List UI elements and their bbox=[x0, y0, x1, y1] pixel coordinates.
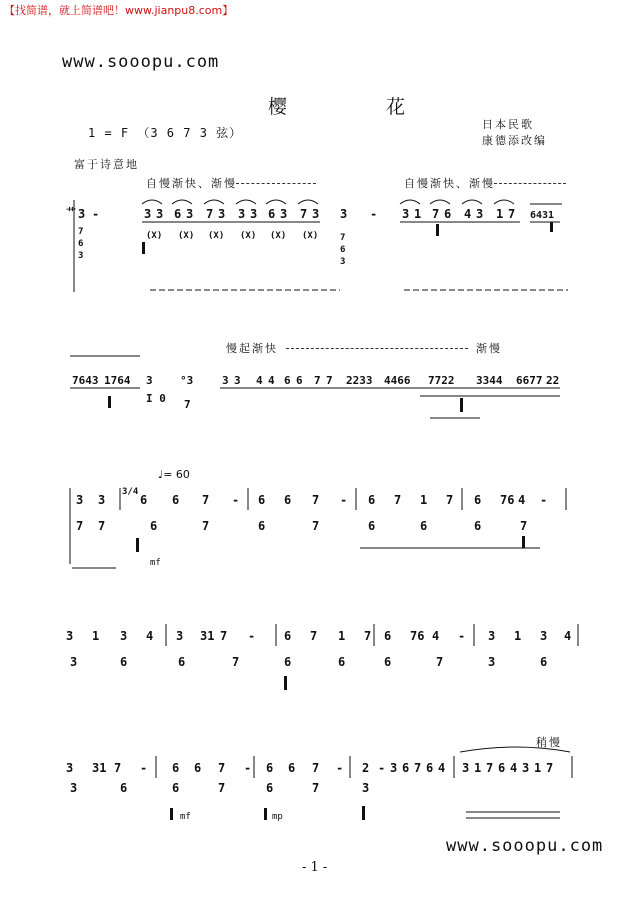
svg-text:6: 6 bbox=[172, 781, 180, 795]
svg-text:6431: 6431 bbox=[530, 210, 555, 221]
svg-text:I 0: I 0 bbox=[146, 392, 166, 405]
svg-text:3: 3 bbox=[462, 761, 470, 775]
svg-text:6: 6 bbox=[150, 519, 158, 533]
svg-text:6: 6 bbox=[266, 781, 274, 795]
svg-text:6: 6 bbox=[194, 761, 202, 775]
svg-text:6: 6 bbox=[474, 519, 482, 533]
svg-text:7643: 7643 bbox=[72, 374, 99, 387]
svg-text:3: 3 bbox=[488, 629, 496, 643]
svg-text:7: 7 bbox=[206, 207, 214, 221]
svg-text:7: 7 bbox=[508, 207, 516, 221]
svg-text:7: 7 bbox=[76, 519, 84, 533]
svg-text:6: 6 bbox=[258, 493, 266, 507]
song-origin: 日本民歌 bbox=[482, 118, 534, 131]
svg-text:(X): (X) bbox=[270, 231, 287, 241]
svg-text:6: 6 bbox=[284, 493, 292, 507]
svg-text:7: 7 bbox=[114, 761, 122, 775]
svg-text:6: 6 bbox=[474, 493, 482, 507]
svg-text:3: 3 bbox=[66, 761, 74, 775]
svg-text:3: 3 bbox=[488, 655, 496, 669]
svg-text:3344: 3344 bbox=[476, 374, 503, 387]
key-signature: 1 = F （3 6 7 3 弦） bbox=[88, 126, 243, 140]
svg-text:-: - bbox=[92, 207, 100, 221]
svg-text:3: 3 bbox=[76, 493, 84, 507]
svg-text:3: 3 bbox=[476, 207, 484, 221]
svg-text:-: - bbox=[370, 207, 378, 221]
svg-text:3: 3 bbox=[390, 761, 398, 775]
svg-text:3: 3 bbox=[78, 251, 84, 261]
page-number: - 1 - bbox=[302, 860, 328, 875]
svg-text:艹: 艹 bbox=[66, 208, 76, 219]
svg-text:2: 2 bbox=[362, 761, 370, 775]
expression-opening: 富于诗意地 bbox=[74, 158, 139, 171]
svg-text:3: 3 bbox=[156, 207, 164, 221]
svg-text:-: - bbox=[458, 629, 466, 643]
svg-text:7: 7 bbox=[414, 761, 422, 775]
svg-text:31: 31 bbox=[200, 629, 215, 643]
score-line-1 bbox=[66, 200, 568, 292]
svg-text:7: 7 bbox=[218, 761, 226, 775]
score-line-5 bbox=[66, 747, 572, 820]
svg-text:3: 3 bbox=[146, 374, 153, 387]
svg-text:6: 6 bbox=[120, 781, 128, 795]
svg-text:7: 7 bbox=[218, 781, 226, 795]
svg-text:6: 6 bbox=[266, 761, 274, 775]
svg-text:-: - bbox=[340, 493, 348, 507]
svg-text:3: 3 bbox=[340, 257, 346, 267]
expression-line1-a: 自慢渐快、渐慢 bbox=[146, 177, 237, 190]
svg-text:7: 7 bbox=[202, 519, 210, 533]
svg-text:6: 6 bbox=[368, 519, 376, 533]
svg-text:(X): (X) bbox=[178, 231, 195, 241]
svg-text:6: 6 bbox=[174, 207, 182, 221]
svg-text:3: 3 bbox=[98, 493, 106, 507]
svg-text:-: - bbox=[336, 761, 344, 775]
svg-text:3: 3 bbox=[234, 374, 241, 387]
tempo-marking: ♩= 60 bbox=[158, 468, 190, 481]
svg-text:3: 3 bbox=[66, 629, 74, 643]
svg-text:4: 4 bbox=[146, 629, 154, 643]
svg-text:4: 4 bbox=[518, 493, 526, 507]
svg-text:3/4: 3/4 bbox=[122, 487, 139, 497]
svg-text:3: 3 bbox=[222, 374, 229, 387]
svg-text:3: 3 bbox=[70, 781, 78, 795]
svg-text:6: 6 bbox=[426, 761, 434, 775]
svg-text:6: 6 bbox=[540, 655, 548, 669]
svg-text:6: 6 bbox=[384, 655, 392, 669]
svg-text:4: 4 bbox=[268, 374, 275, 387]
site-watermark-bottom: www.sooopu.com bbox=[446, 836, 604, 856]
svg-text:1: 1 bbox=[338, 629, 346, 643]
svg-text:6: 6 bbox=[368, 493, 376, 507]
svg-text:1: 1 bbox=[534, 761, 542, 775]
svg-text:(X): (X) bbox=[240, 231, 257, 241]
svg-text:6: 6 bbox=[120, 655, 128, 669]
svg-text:1: 1 bbox=[92, 629, 100, 643]
svg-text:3: 3 bbox=[78, 207, 86, 221]
expression-line2-b: 渐慢 bbox=[476, 342, 502, 355]
score-line-2 bbox=[70, 356, 560, 418]
svg-text:3: 3 bbox=[402, 207, 410, 221]
svg-text:4: 4 bbox=[256, 374, 263, 387]
svg-text:3: 3 bbox=[250, 207, 258, 221]
svg-text:7: 7 bbox=[312, 519, 320, 533]
svg-text:6: 6 bbox=[172, 493, 180, 507]
svg-text:7: 7 bbox=[98, 519, 106, 533]
svg-text:7: 7 bbox=[326, 374, 333, 387]
svg-text:3: 3 bbox=[280, 207, 288, 221]
svg-text:6677: 6677 bbox=[516, 374, 543, 387]
svg-text:4: 4 bbox=[564, 629, 572, 643]
svg-text:7: 7 bbox=[232, 655, 240, 669]
svg-text:7: 7 bbox=[184, 398, 191, 411]
dynamic-mf-2: mf bbox=[180, 812, 191, 822]
expression-line1-b: 自慢渐快、渐慢 bbox=[404, 177, 495, 190]
song-arranger: 康德添改编 bbox=[482, 134, 547, 147]
svg-text:7: 7 bbox=[202, 493, 210, 507]
svg-text:7: 7 bbox=[220, 629, 228, 643]
svg-text:6: 6 bbox=[498, 761, 506, 775]
svg-text:3: 3 bbox=[144, 207, 152, 221]
svg-text:3: 3 bbox=[238, 207, 246, 221]
svg-text:4: 4 bbox=[510, 761, 518, 775]
svg-text:7: 7 bbox=[312, 781, 320, 795]
svg-text:6: 6 bbox=[384, 629, 392, 643]
svg-text:6: 6 bbox=[172, 761, 180, 775]
dynamic-mf-1: mf bbox=[150, 558, 161, 568]
svg-text:-: - bbox=[140, 761, 148, 775]
svg-text:3: 3 bbox=[340, 207, 348, 221]
svg-text:1: 1 bbox=[514, 629, 522, 643]
svg-text:4466: 4466 bbox=[384, 374, 411, 387]
svg-text:3: 3 bbox=[312, 207, 320, 221]
svg-text:6: 6 bbox=[284, 629, 292, 643]
svg-text:6: 6 bbox=[178, 655, 186, 669]
svg-text:(X): (X) bbox=[146, 231, 163, 241]
svg-text:3: 3 bbox=[540, 629, 548, 643]
svg-text:3: 3 bbox=[70, 655, 78, 669]
svg-text:7: 7 bbox=[446, 493, 454, 507]
svg-text:(X): (X) bbox=[208, 231, 225, 241]
score-line-3 bbox=[70, 487, 566, 568]
svg-text:7: 7 bbox=[394, 493, 402, 507]
svg-text:7722: 7722 bbox=[428, 374, 455, 387]
svg-text:7: 7 bbox=[78, 227, 84, 237]
svg-text:1: 1 bbox=[414, 207, 422, 221]
svg-text:4: 4 bbox=[464, 207, 472, 221]
score-line-4 bbox=[66, 624, 578, 690]
svg-text:7: 7 bbox=[300, 207, 308, 221]
svg-text:1: 1 bbox=[420, 493, 428, 507]
svg-text:-: - bbox=[244, 761, 252, 775]
expression-line5: 稍慢 bbox=[536, 736, 562, 749]
svg-text:6: 6 bbox=[284, 655, 292, 669]
svg-text:4: 4 bbox=[438, 761, 446, 775]
svg-text:7: 7 bbox=[314, 374, 321, 387]
svg-text:7: 7 bbox=[436, 655, 444, 669]
svg-text:-: - bbox=[248, 629, 256, 643]
svg-text:7: 7 bbox=[312, 493, 320, 507]
svg-text:4: 4 bbox=[432, 629, 440, 643]
svg-text:3: 3 bbox=[362, 781, 370, 795]
svg-text:3: 3 bbox=[522, 761, 530, 775]
svg-text:6: 6 bbox=[140, 493, 148, 507]
svg-text:°3: °3 bbox=[180, 374, 194, 387]
site-watermark-top: www.sooopu.com bbox=[62, 52, 220, 72]
svg-text:6: 6 bbox=[78, 239, 84, 249]
svg-text:(X): (X) bbox=[302, 231, 319, 241]
svg-text:31: 31 bbox=[92, 761, 107, 775]
svg-text:6: 6 bbox=[338, 655, 346, 669]
svg-text:7: 7 bbox=[340, 233, 346, 243]
svg-text:1: 1 bbox=[474, 761, 482, 775]
svg-text:2233: 2233 bbox=[346, 374, 373, 387]
dynamic-mp: mp bbox=[272, 812, 283, 822]
svg-text:76: 76 bbox=[500, 493, 515, 507]
svg-text:1: 1 bbox=[496, 207, 504, 221]
svg-text:7: 7 bbox=[486, 761, 494, 775]
svg-text:3: 3 bbox=[186, 207, 194, 221]
site-banner: 【找简谱，就上简谱吧！www.jianpu8.com】 bbox=[4, 4, 234, 17]
svg-text:6: 6 bbox=[340, 245, 346, 255]
svg-text:6: 6 bbox=[444, 207, 452, 221]
svg-text:7: 7 bbox=[520, 519, 528, 533]
svg-text:7: 7 bbox=[364, 629, 372, 643]
svg-text:-: - bbox=[540, 493, 548, 507]
svg-text:6: 6 bbox=[258, 519, 266, 533]
svg-text:3: 3 bbox=[120, 629, 128, 643]
song-title: 樱 花 bbox=[268, 96, 446, 118]
svg-text:-: - bbox=[378, 761, 386, 775]
svg-text:7: 7 bbox=[312, 761, 320, 775]
svg-text:7: 7 bbox=[432, 207, 440, 221]
expression-line2-a: 慢起渐快 bbox=[226, 342, 278, 355]
svg-text:6: 6 bbox=[296, 374, 303, 387]
svg-text:1764: 1764 bbox=[104, 374, 131, 387]
svg-text:6: 6 bbox=[288, 761, 296, 775]
svg-text:3: 3 bbox=[176, 629, 184, 643]
svg-text:22: 22 bbox=[546, 374, 560, 387]
svg-text:-: - bbox=[232, 493, 240, 507]
svg-text:3: 3 bbox=[218, 207, 226, 221]
svg-text:76: 76 bbox=[410, 629, 425, 643]
svg-text:6: 6 bbox=[402, 761, 410, 775]
svg-text:7: 7 bbox=[310, 629, 318, 643]
svg-text:6: 6 bbox=[420, 519, 428, 533]
svg-text:6: 6 bbox=[284, 374, 291, 387]
svg-text:6: 6 bbox=[268, 207, 276, 221]
svg-text:7: 7 bbox=[546, 761, 554, 775]
